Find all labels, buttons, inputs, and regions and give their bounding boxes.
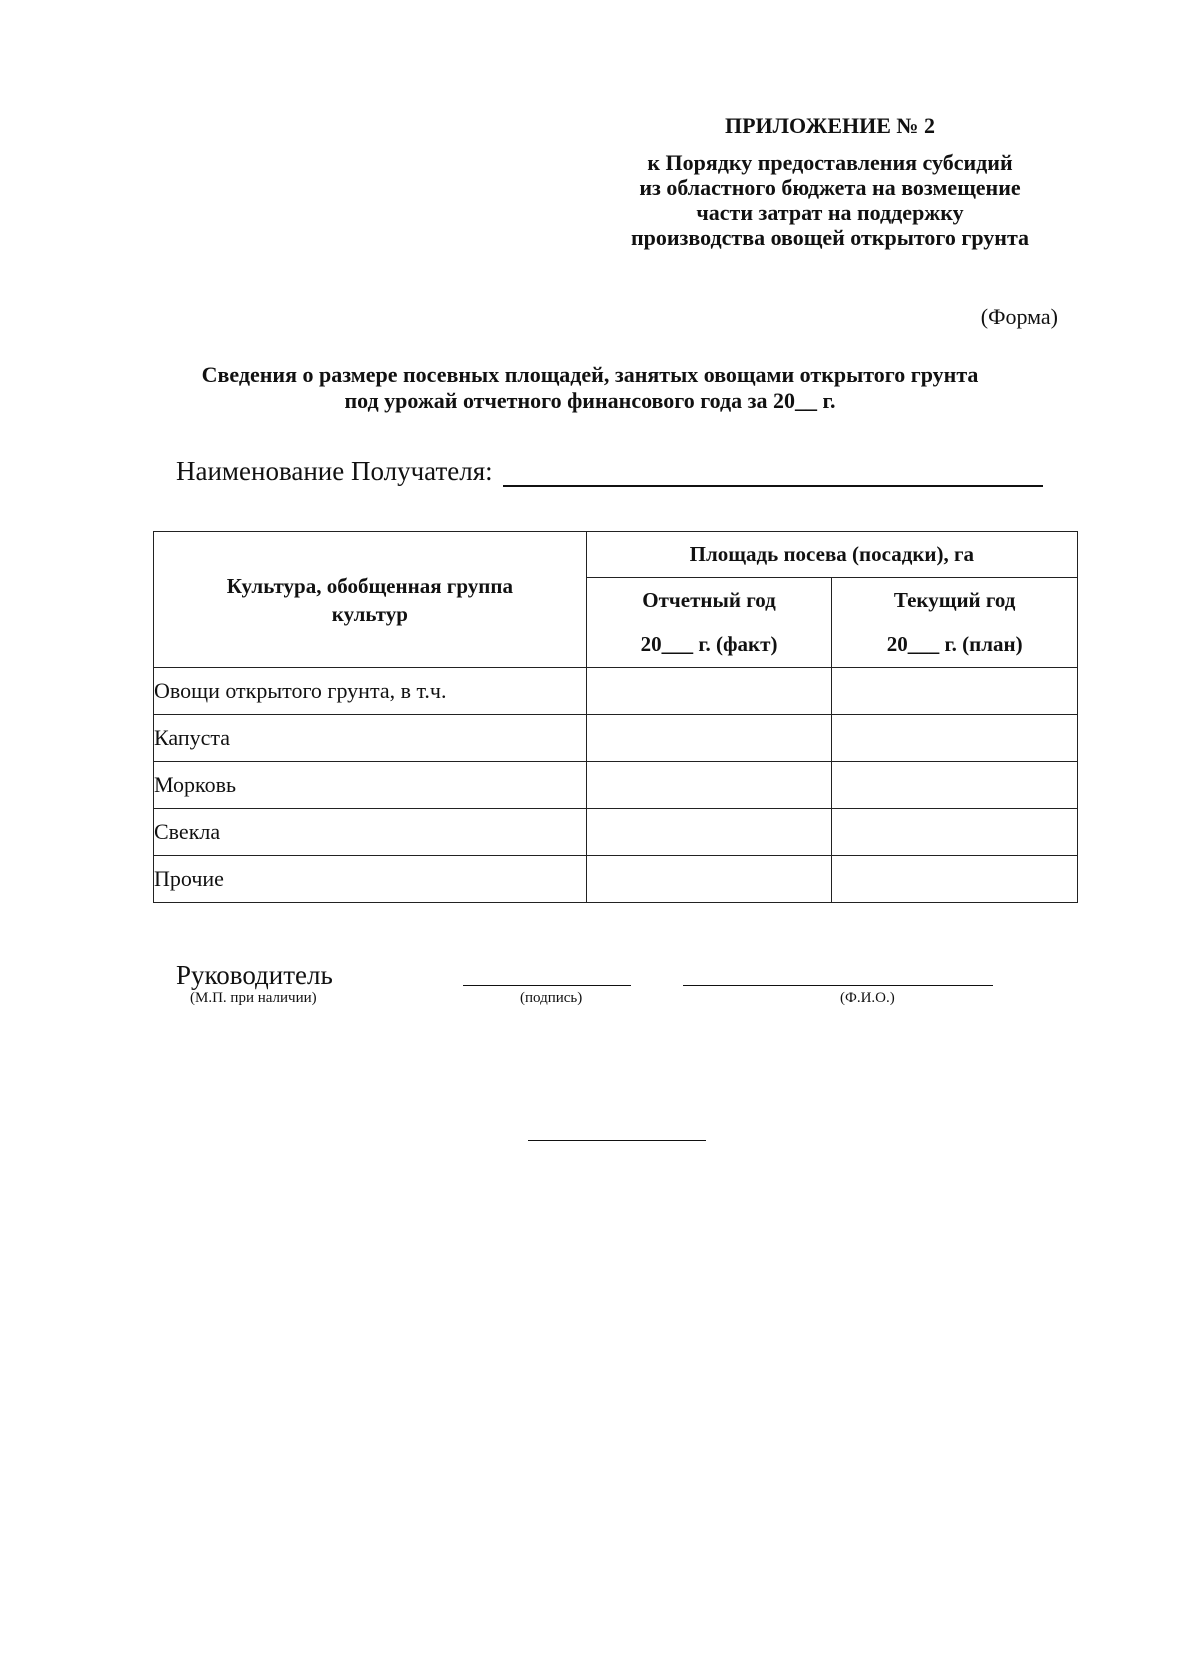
table-header-row xyxy=(154,532,1078,578)
form-label: (Форма) xyxy=(980,304,1058,329)
appendix-line: к Порядку предоставления субсидий xyxy=(647,150,1013,175)
row-label: Свекла xyxy=(154,809,587,856)
document-title xyxy=(140,362,1040,414)
table-row xyxy=(154,856,1078,903)
appendix-line: производства овощей открытого грунта xyxy=(630,225,1030,250)
table-row xyxy=(154,715,1078,762)
recipient-input-line[interactable] xyxy=(503,455,1043,487)
appendix-line: части затрат на поддержку xyxy=(696,200,964,225)
header-area: Площадь посева (посадки), га xyxy=(586,532,1077,578)
document-title-line: Сведения о размере посевных площадей, занятых овощами открытого грунта xyxy=(201,362,979,387)
cell-reporting[interactable] xyxy=(586,668,832,715)
signature-role: Руководитель xyxy=(176,960,333,990)
signature-line[interactable] xyxy=(463,985,631,986)
table-row xyxy=(154,809,1078,856)
crops-table xyxy=(153,531,1078,903)
row-label: Прочие xyxy=(154,856,587,903)
document-title-line: под урожай отчетного финансового года за 20__ г. xyxy=(344,388,836,413)
cell-reporting[interactable] xyxy=(586,762,832,809)
cell-current[interactable] xyxy=(832,715,1078,762)
recipient-label: Наименование Получателя: xyxy=(176,456,493,486)
cell-current[interactable] xyxy=(832,809,1078,856)
cell-reporting[interactable] xyxy=(586,809,832,856)
table-row xyxy=(154,668,1078,715)
header-culture-text: Культура, обобщенная группа культур xyxy=(226,573,513,626)
cell-current[interactable] xyxy=(832,762,1078,809)
header-reporting-line1: Отчетный год xyxy=(642,588,776,613)
header-reporting-year xyxy=(586,578,832,668)
closing-divider xyxy=(528,1140,706,1141)
header-reporting-line2: 20___ г. (факт) xyxy=(640,632,778,657)
appendix-reference xyxy=(600,150,1060,250)
signature-note: (подпись) xyxy=(520,990,583,1006)
cell-reporting[interactable] xyxy=(586,715,832,762)
cell-current[interactable] xyxy=(832,856,1078,903)
table-row xyxy=(154,762,1078,809)
row-label: Овощи открытого грунта, в т.ч. xyxy=(154,668,587,715)
appendix-line: из областного бюджета на возмещение xyxy=(639,175,1021,200)
name-line[interactable] xyxy=(683,985,993,986)
header-culture xyxy=(154,532,587,668)
stamp-note: (М.П. при наличии) xyxy=(190,990,317,1006)
appendix-title: ПРИЛОЖЕНИЕ № 2 xyxy=(724,113,936,138)
cell-reporting[interactable] xyxy=(586,856,832,903)
row-label: Капуста xyxy=(154,715,587,762)
header-current-year xyxy=(832,578,1078,668)
header-current-line1: Текущий год xyxy=(893,588,1016,613)
name-note: (Ф.И.О.) xyxy=(840,990,895,1006)
cell-current[interactable] xyxy=(832,668,1078,715)
header-current-line2: 20___ г. (план) xyxy=(886,632,1023,657)
recipient-field xyxy=(176,455,1043,487)
row-label: Морковь xyxy=(154,762,587,809)
